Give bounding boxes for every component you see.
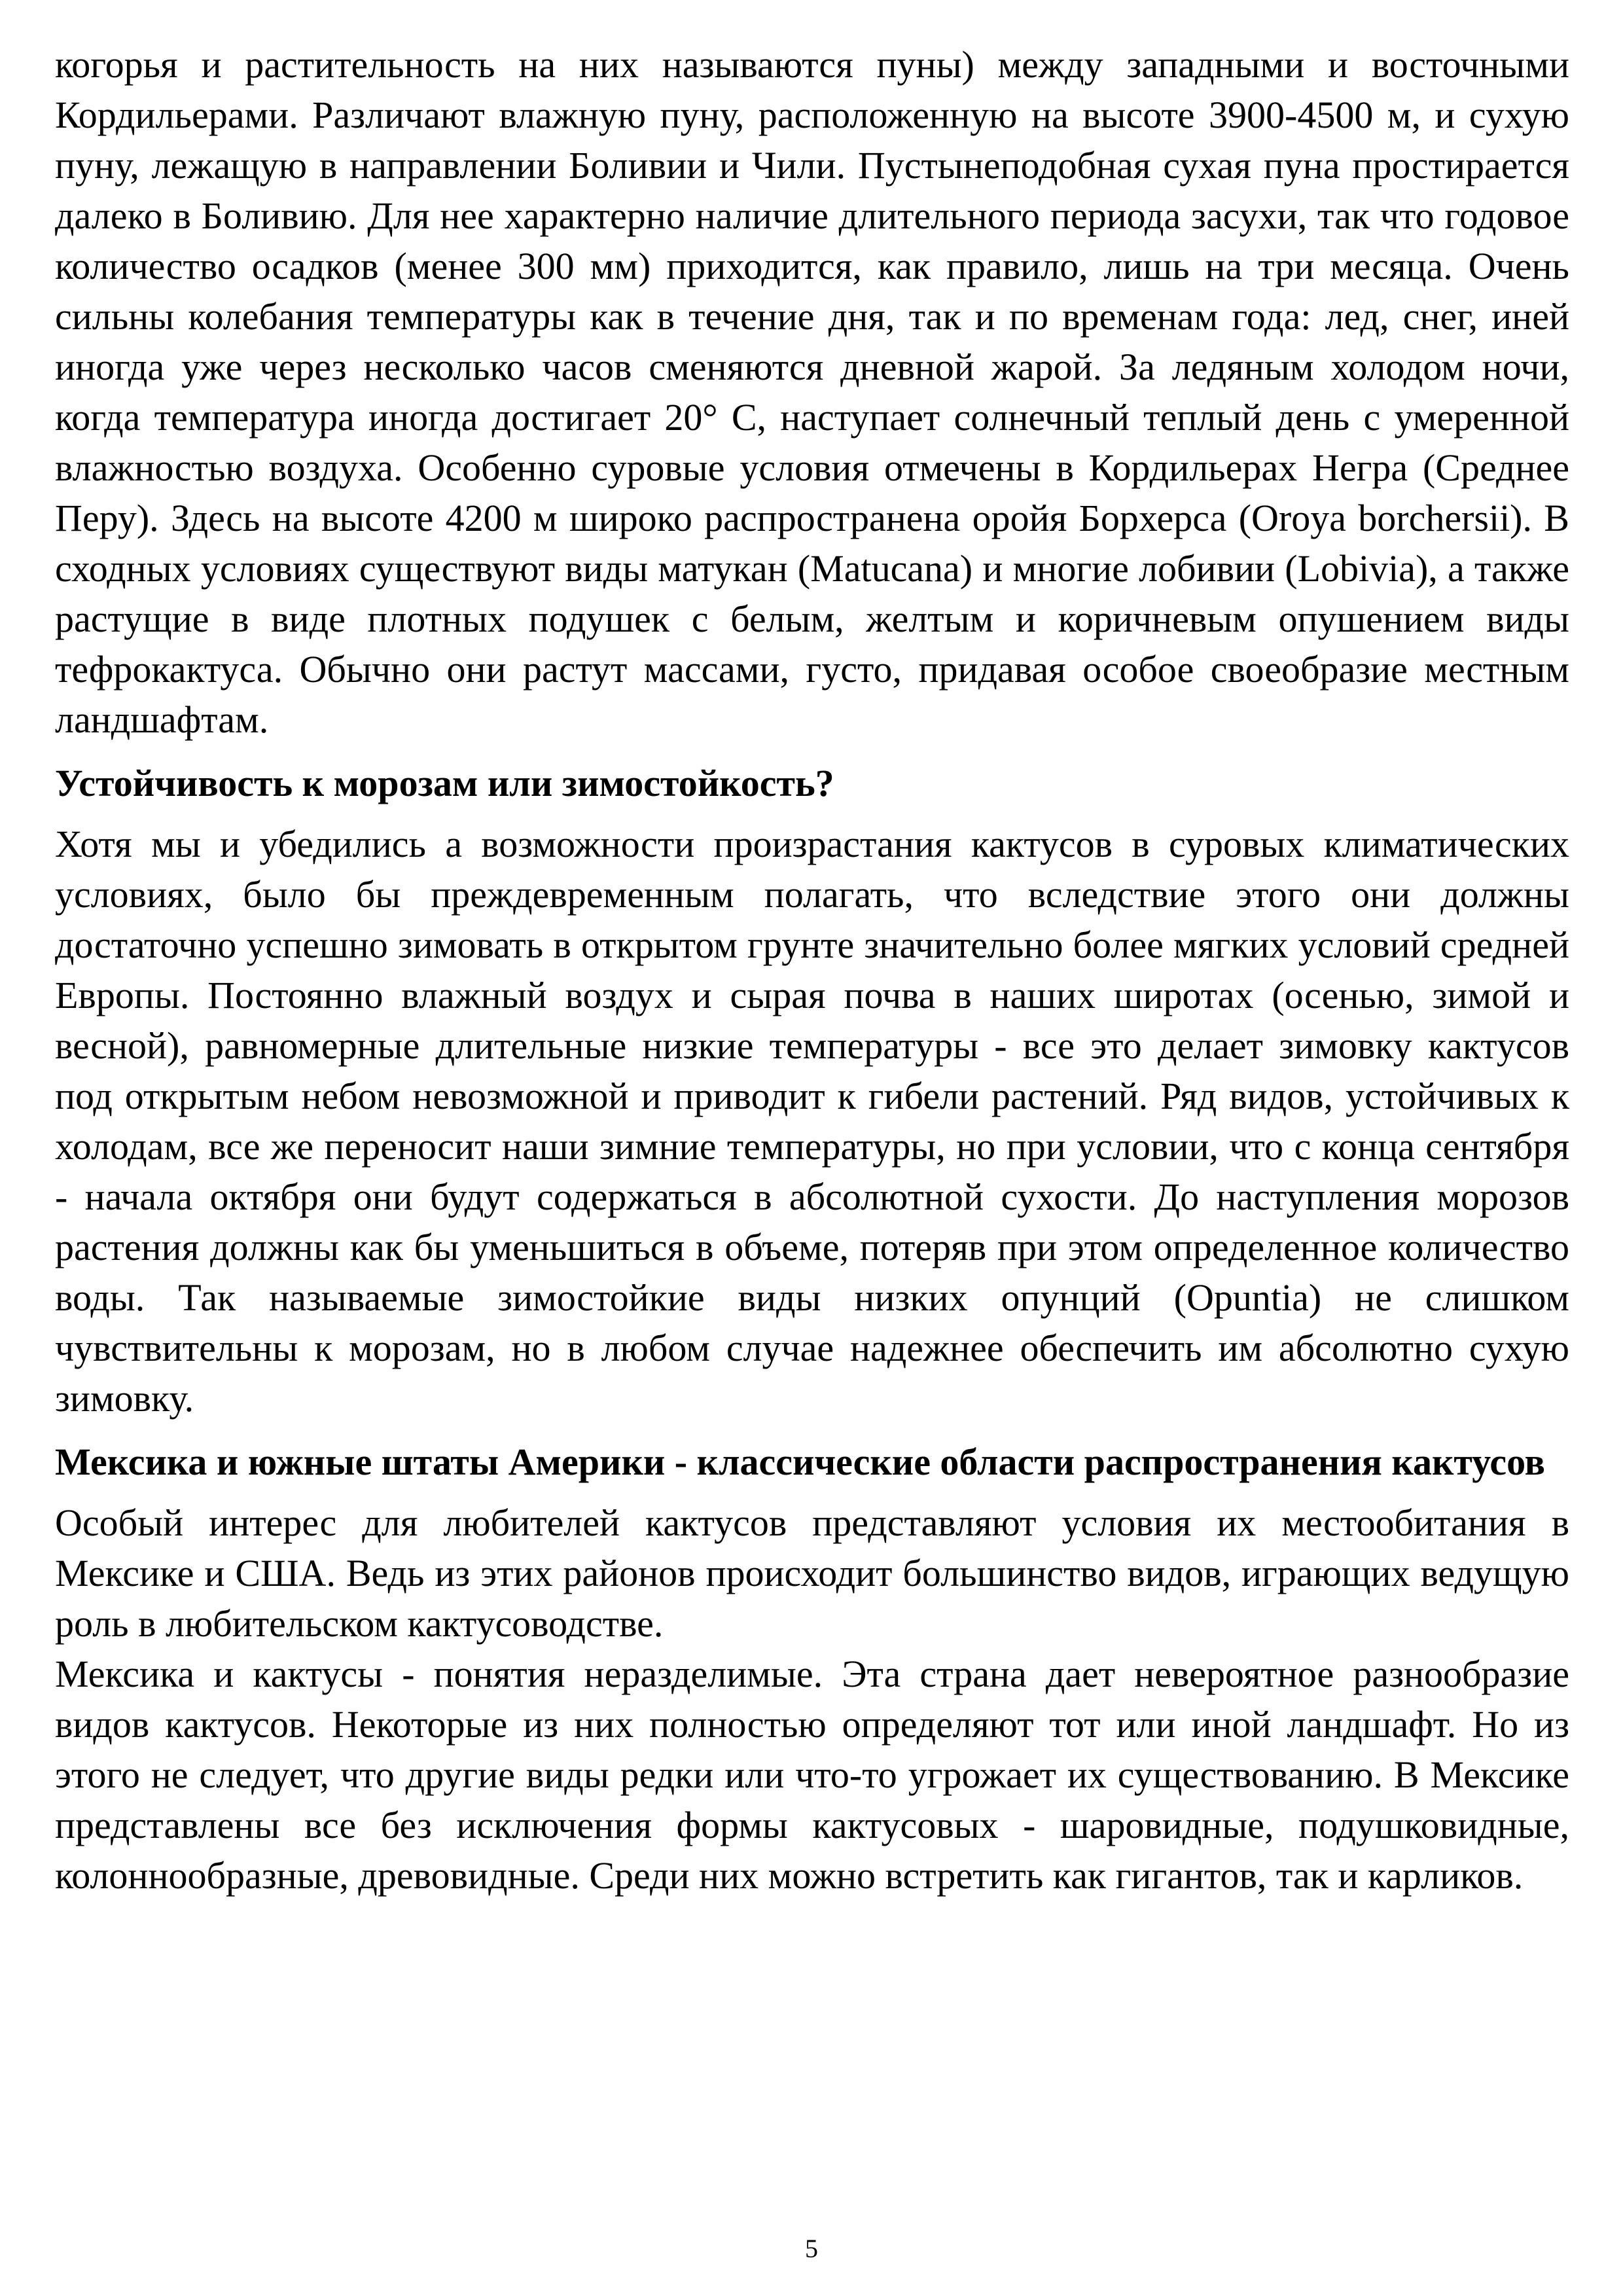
- paragraph-mexico-cacti: Мексика и кактусы - понятия неразделимые. Эта страна дает невероятное разнообразие видов кактусов. Некоторые из них полностью определяют тот или иной ландшафт. Но из этого не следует, что другие виды редки или что-то угрожает их существованию. В Мексике представлены все без исключения формы кактусовых - шаровидные, подушковидные, колоннообразные, древовидные. Среди них можно встретить как гигантов, так и карликов.: [55, 1653, 1569, 1897]
- paragraph-mexico-usa-intro: Особый интерес для любителей кактусов представляют условия их местообитания в Мексике и США. Ведь из этих районов происходит большинство видов, играющих ведущую роль в любительском кактусоводстве.: [55, 1501, 1569, 1645]
- paragraph-frost-resistance: Хотя мы и убедились а возможности произрастания кактусов в суровых климатических условиях, было бы преждевременным полагать, что вследствие этого они должны достаточно успешно зимовать в открытом грунте значительно более мягких условий средней Европы. Постоянно влажный воздух и сырая почва в наших широтах (осенью, зимой и весной), равномерные длительные низкие температуры - все это делает зимовку кактусов под открытым небом невозможной и приводит к гибели растений. Ряд видов, устойчивых к холодам, все же переносит наши зимние температуры, но при условии, что с конца сентября - начала октября они будут содержаться в абсолютной сухости. До наступления морозов растения должны как бы уменьшиться в объеме, потеряв при этом определенное количество воды. Так называемые зимостойкие виды низких опунций (Opuntia) не слишком чувствительны к морозам, но в любом случае надежнее обеспечить им абсолютно сухую зимовку.: [55, 823, 1569, 1420]
- section-heading-frost-resistance: Устойчивость к морозам или зимостойкость?: [55, 762, 834, 804]
- section-heading-mexico-usa: Мексика и южные штаты Америки - классические области распространения кактусов: [55, 1441, 1545, 1483]
- document-page: [55, 39, 1569, 1901]
- paragraph-puna-climate: когорья и растительность на них называются пуны) между западными и восточными Кордильерами. Различают влажную пуну, расположенную на высоте 3900-4500 м, и сухую пуну, лежащую в направлении Боливии и Чили. Пустынеподобная сухая пуна простирается далеко в Боливию. Для нее характерно наличие длительного периода засухи, так что годовое количество осадков (менее 300 мм) приходится, как правило, лишь на три месяца. Очень сильны колебания температуры как в течение дня, так и по временам года: лед, снег, иней иногда уже через несколько часов сменяются дневной жарой. За ледяным холодом ночи, когда температура иногда достигает 20° С, наступает солнечный теплый день с умеренной влажностью воздуха. Особенно суровые условия отмечены в Кордильерах Негра (Среднее Перу). Здесь на высоте 4200 м широко распространена оройя Борхерса (Oroya borchersii). В сходных условиях существуют виды матукан (Matucana) и многие лобивии (Lobivia), а также растущие в виде плотных подушек с белым, желтым и коричневым опушением виды тефрокактуса. Обычно они растут массами, густо, придавая особое своеобразие местным ландшафтам.: [55, 43, 1569, 741]
- page-number: 5: [805, 2234, 818, 2263]
